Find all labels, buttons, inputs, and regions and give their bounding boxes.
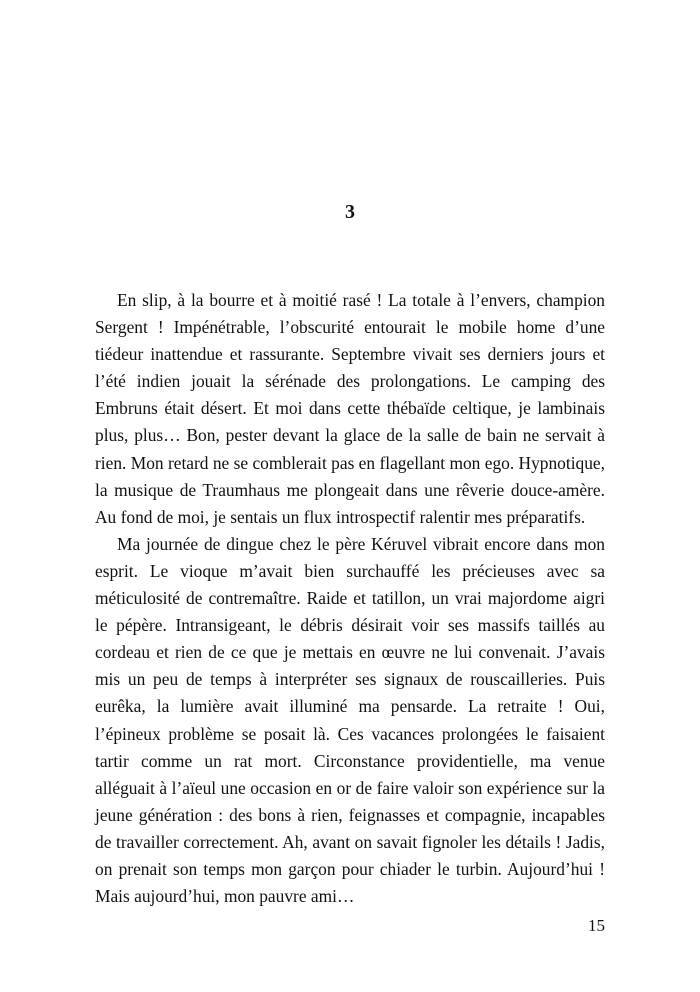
paragraph: Ma journée de dingue chez le père Kéruvel vibrait encore dans mon esprit. Le vioque m’avait bien surchauffé les précieuses avec sa méticulosité de contremaître. Raide et tatillon, un vrai majordome aigri le pépère. Intransigeant, le débris désirait voir ses massifs taillés au cordeau et rien de ce que je mettais en œuvre ne lui convenait. J’avais mis un peu de temps à interpréter ses signaux de rouscailleries. Puis eurêka, la lumière avait illuminé ma pensarde. La retraite ! Oui, l’épineux problème se posait là. Ces vacances prolongées le faisaient tartir comme un rat mort. Circonstance providentielle, ma venue alléguait à l’aïeul une occasion en or de faire valoir son expérience sur la jeune génération : des bons à rien, feignasses et compagnie, incapables de travailler correctement. Ah, avant on savait fignoler les détails ! Jadis, on prenait son temps mon garçon pour chiader le turbin. Aujourd’hui ! Mais aujourd’hui, mon pauvre ami… <box>95 533 605 907</box>
chapter-number: 3 <box>345 201 355 223</box>
page-number: 15 <box>588 916 605 935</box>
chapter-body <box>95 287 605 910</box>
paragraph: En slip, à la bourre et à moitié rasé ! La totale à l’envers, champion Sergent ! Impénétrable, l’obscurité entourait le mobile home d’une tiédeur inattendue et rassurante. Septembre vivait ses derniers jours et l’été indien jouait la sérénade des prolongations. Le camping des Embruns était désert. Et moi dans cette thébaïde celtique, je lambinais plus, plus… Bon, pester devant la glace de la salle de bain ne servait à rien. Mon retard ne se comblerait pas en flagellant mon ego. Hypnotique, la musique de Traumhaus me plongeait dans une rêverie douce-amère. Au fond de moi, je sentais un flux introspectif ralentir mes préparatifs. <box>95 290 605 527</box>
